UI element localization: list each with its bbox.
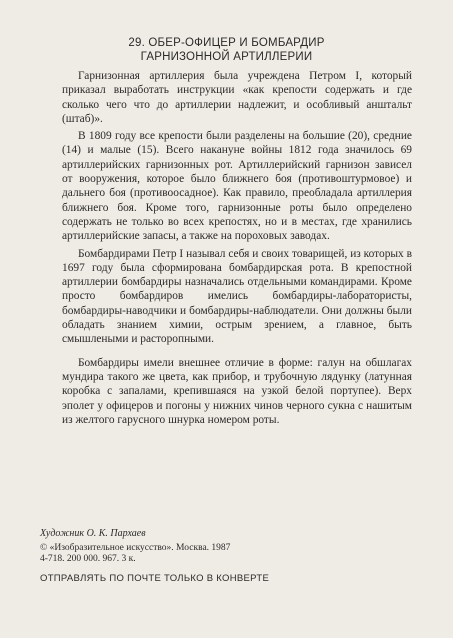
title-line-1: 29. ОБЕР-ОФИЦЕР И БОМБАРДИР <box>128 37 325 49</box>
title-line-2: ГАРНИЗОННОЙ АРТИЛЛЕРИИ <box>140 51 313 63</box>
paragraph-1: Гарнизонная артиллерия была учреждена Петром I, который приказал выработать инструкции «как крепости содержать и где сколько чего что до артиллерии надлежит, и особливый анштальт (штаб)». <box>62 70 412 125</box>
body-text <box>62 69 412 427</box>
artist-credit: Художник О. К. Пархаев <box>40 528 146 539</box>
copyright-line: © «Изобразительное искусство». Москва. 1987 <box>40 543 231 553</box>
paragraph-4: Бомбардиры имели внешнее отличие в форме: галун на обшлагах мундира такого же цвета, как прибор, и трубочную лядунку (латунная коробка с запалами, крепившаяся на узкой белой портупее). Верх эполет у офицеров и погоны у нижних чинов черного сукна с нашитым из желтого гарусного шнурка номером роты. <box>62 356 412 426</box>
paragraph-2: В 1809 году все крепости были разделены на большие (20), средние (14) и малые (15). Всего накануне войны 1812 года значилось 69 артиллерийских гарнизонных рот. Артиллерийский гарнизон зависел от вооружения, которое было ближнего боя (противоштурмовое) и дальнего боя (противоосадное). Как правило, преобладала артиллерия ближнего боя. Кроме того, гарнизонные роты было определено содержать не только во всех крепостях, но и в местах, где хранились артиллерийские запасы, а также на пороховых заводах. <box>62 130 412 243</box>
paragraph-3: Бомбардирами Петр I называл себя и своих товарищей, из которых в 1697 году была сформирована бомбардирская рота. В крепостной артиллерии бомбардиры назначались отдельными командирами. Кроме просто бомбардиров имелись бомбардиры-лаборатористы, бомбардиры-наводчики и бомбардиры-наблюдатели. Они должны были обладать знанием химии, острым зрением, а главное, быть смышлеными и расторопными. <box>62 247 412 346</box>
publication-code: 4-718. 200 000. 967. 3 к. <box>40 554 136 564</box>
mailing-note: ОТПРАВЛЯТЬ ПО ПОЧТЕ ТОЛЬКО В КОНВЕРТЕ <box>40 573 270 584</box>
